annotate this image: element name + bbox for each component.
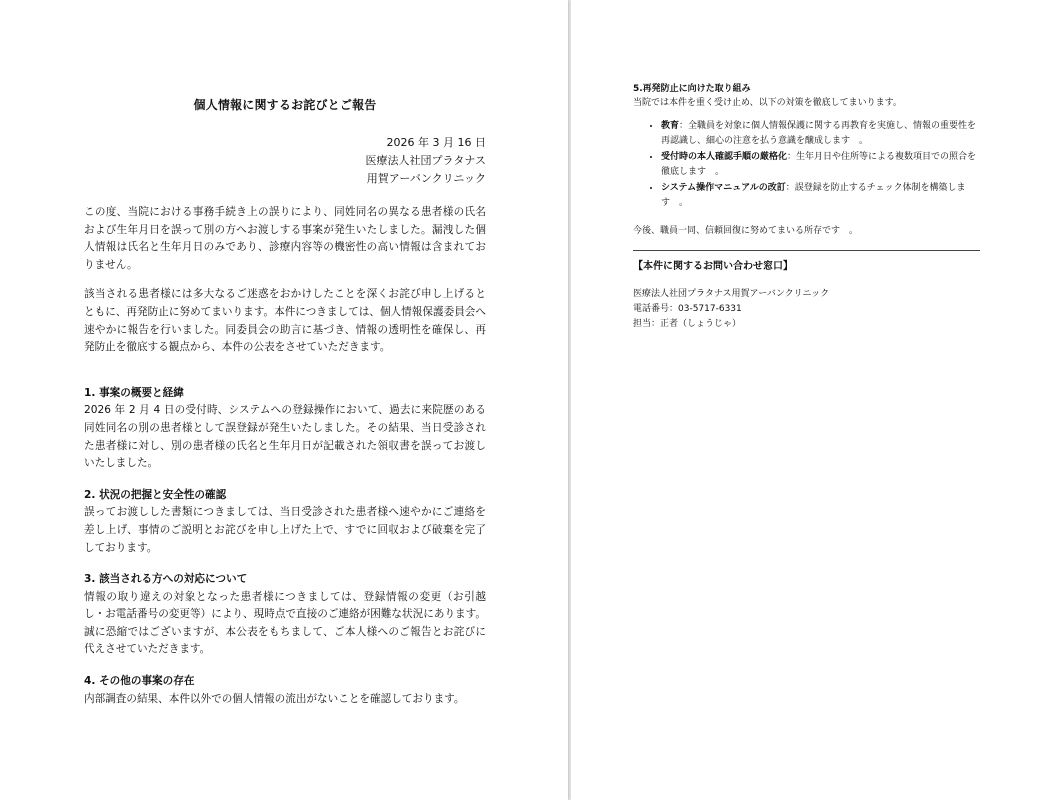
- document-title: 個人情報に関するお詫びとご報告: [193, 98, 377, 112]
- list-item-term: システム操作マニュアルの改訂: [661, 183, 786, 193]
- section-intro: 当院では本件を重く受け止め、以下の対策を徹底してまいります。: [633, 98, 902, 108]
- list-item-text: ：全職員を対象に個人情報保護に関する再教育を実施し、情報の重要性を再認識し、細心の注意を払う意識を醸成します 。: [661, 121, 977, 146]
- list-item-term: 受付時の本人確認手順の厳格化: [661, 152, 788, 162]
- section-body: 情報の取り違えの対象となった患者様につきましては、登録情報の変更（お引越し・お電話番号の変更等）により、現時点で直接のご連絡が困難な状況にあります。誠に恐縮ではございますが、本公表をもちまして、ご本人様へのご報告とお詫びに代えさせていただきます。: [84, 590, 486, 656]
- contact-organization: 医療法人社団プラタナス用賀アーバンクリニック: [633, 289, 830, 299]
- section-body: 内部調査の結果、本件以外での個人情報の流出がないことを確認しております。: [84, 692, 465, 705]
- section-heading: 4. その他の事案の存在: [84, 675, 195, 688]
- document-page-2: [571, 0, 1054, 800]
- clinic-name: 用賀アーバンクリニック: [366, 172, 486, 185]
- contact-block: [633, 287, 980, 332]
- contact-person: 担当：正者（しょうじゃ）: [633, 319, 742, 329]
- closing-statement: 今後、職員一同、信頼回復に努めてまいる所存です 。: [633, 226, 859, 236]
- list-item-text: ：誤登録を防止するチェック体制を構築します 。: [661, 183, 966, 208]
- section-body: 誤ってお渡しした書類につきましては、当日受診された患者様へ速やかにご連絡を差し上げ、事情のご説明とお詫びを申し上げた上で、すでに回収および破棄を完了しております。: [84, 506, 486, 554]
- contact-title: 【本件に関するお問い合わせ窓口】: [633, 261, 793, 272]
- divider: [633, 250, 980, 251]
- apology-paragraph: 該当される患者様には多大なるご迷惑をおかけしたことを深くお詫び申し上げるとともに、再発防止に努めてまいります。本件につきましては、個人情報保護委員会へ速やかに報告を行いました。同委員会の助言に基づき、情報の透明性を確保し、再発防止を徹底する観点から、本件の公表をさせていただきます。: [84, 288, 486, 354]
- list-item-text: ：生年月日や住所等による複数項目での照合を徹底します 。: [661, 152, 977, 177]
- list-item: [661, 181, 980, 211]
- list-item: [661, 119, 980, 149]
- issue-date: 2026 年 3 月 16 日: [386, 136, 486, 149]
- document-header: [84, 134, 486, 188]
- section-heading: 2. 状況の把握と安全性の確認: [84, 488, 227, 501]
- section-heading: 3. 該当される方への対応について: [84, 573, 248, 586]
- section-body: 2026 年 2 月 4 日の受付時、システムへの登録操作において、過去に来院歴のある同姓同名の別の患者様として誤登録が発生いたしました。その結果、当日受診された患者様に対し、別の患者様の氏名と生年月日が記載された領収書を誤ってお渡しいたしました。: [84, 404, 486, 470]
- list-item: [661, 150, 980, 180]
- list-item-term: 教育: [661, 121, 680, 131]
- contact-phone: 電話番号：03-5717-6331: [633, 304, 742, 314]
- organization-name: 医療法人社団プラタナス: [365, 154, 486, 167]
- measures-list: [633, 119, 980, 211]
- section-heading: 1. 事案の概要と経緯: [84, 386, 184, 399]
- intro-paragraph: この度、当院における事務手続き上の誤りにより、同姓同名の異なる患者様の氏名および生年月日を誤って別の方へお渡しする事案が発生いたしました。漏洩した個人情報は氏名と生年月日のみであり、診療内容等の機密性の高い情報は含まれておりません。: [84, 206, 486, 271]
- section-heading: 5.再発防止に向けた取り組み: [633, 84, 751, 94]
